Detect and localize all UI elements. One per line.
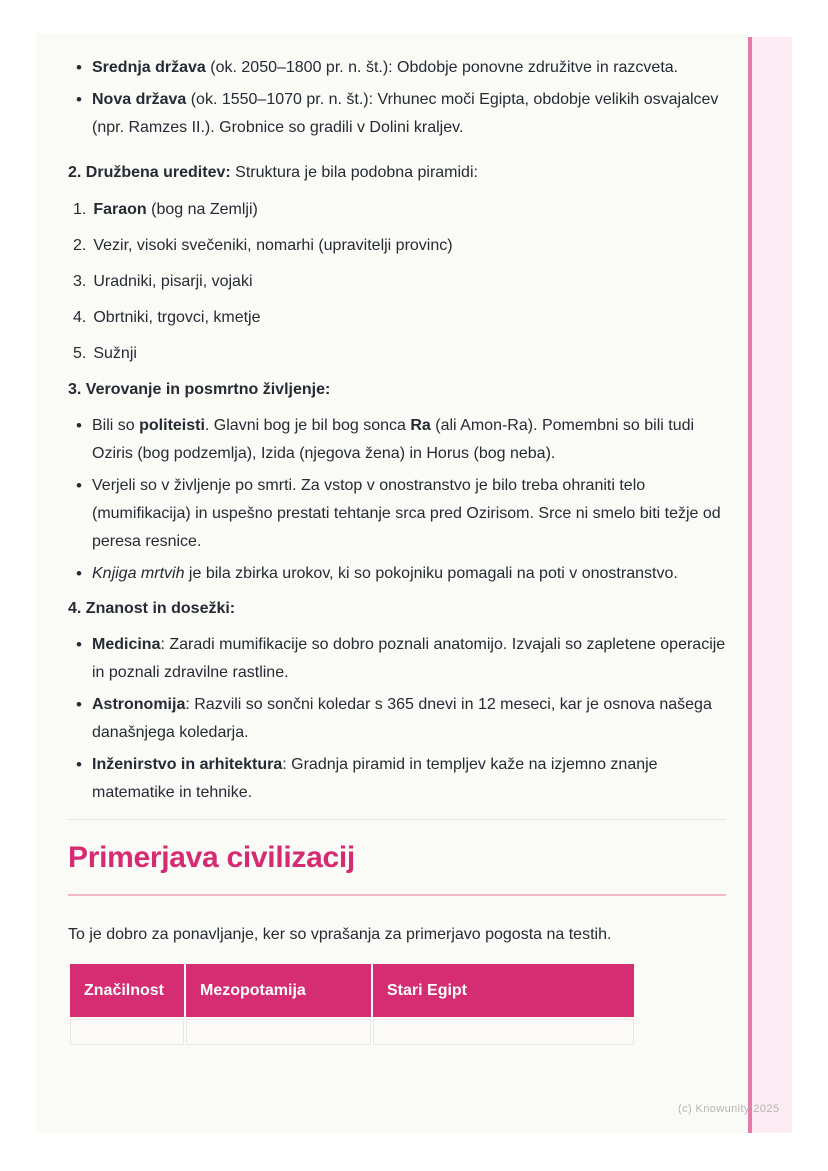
list-number: 5. <box>73 345 87 362</box>
list-item <box>68 340 726 368</box>
comparison-intro: To je dobro za ponavljanje, ker so vprašanja za primerjavo pogosta na testih. <box>68 926 612 943</box>
list-item-text: Obrtniki, trgovci, kmetje <box>93 309 261 326</box>
list-number: 4. <box>73 309 87 326</box>
comparison-table <box>68 962 636 1047</box>
list-item-text: Faraon (bog na Zemlji) <box>93 201 258 218</box>
list-item: • Astronomija: Razvili so sončni koledar s 365 dnevi in 12 meseci, kar je osnova našega današnjega koledarja. <box>68 691 726 747</box>
list-item: • Medicina: Zaradi mumifikacije so dobro poznali anatomijo. Izvajali so zapletene operacije in poznali zdravilne rastline. <box>68 631 726 687</box>
list-item: • Inženirstvo in arhitektura: Gradnja piramid in templjev kaže na izjemno znanje matematike in tehnike. <box>68 751 726 807</box>
table-header-cell-mesopotamia: Mezopotamija <box>186 964 371 1017</box>
list-item <box>68 268 726 296</box>
watermark: (c) Knowunity 2025 <box>678 1103 780 1115</box>
table-cell <box>186 1019 371 1045</box>
list-item: • Nova država (ok. 1550–1070 pr. n. št.): Vrhunec moči Egipta, obdobje velikih osvajalcev (npr. Ramzes II.). Grobnice so gradili v Dolini kraljev. <box>68 86 726 142</box>
list-item-text: Vezir, visoki svečeniki, nomarhi (upravitelji provinc) <box>93 237 453 254</box>
section-divider <box>68 819 726 820</box>
table-cell <box>70 1019 184 1045</box>
document-panel <box>36 33 748 1133</box>
section-heading-social: 2. Družbena ureditev: Struktura je bila podobna piramidi: <box>68 164 478 181</box>
table-row <box>70 1019 634 1045</box>
right-edge-highlight-ribbon <box>748 37 792 1133</box>
document-content <box>68 54 726 1047</box>
table-header-row <box>70 964 634 1017</box>
list-number: 1. <box>73 201 87 218</box>
table-header-cell-feature: Značilnost <box>70 964 184 1017</box>
table-header-cell-egypt: Stari Egipt <box>373 964 634 1017</box>
list-number: 3. <box>73 273 87 290</box>
comparison-heading: Primerjava civilizacij <box>68 840 726 896</box>
section-heading-science: 4. Znanost in dosežki: <box>68 600 236 617</box>
list-item: • Verjeli so v življenje po smrti. Za vstop v onostranstvo je bilo treba ohraniti telo (mumifikacija) in uspešno prestati tehtanje srca pred Ozirisom. Srce ni smelo biti težje od peresa resnice. <box>68 472 726 556</box>
list-item-text: Uradniki, pisarji, vojaki <box>93 273 253 290</box>
list-item <box>68 196 726 224</box>
list-item <box>68 232 726 260</box>
science-bullet-list <box>68 631 726 807</box>
list-item: • Bili so politeisti. Glavni bog je bil bog sonca Ra (ali Amon-Ra). Pomembni so bili tudi Oziris (bog podzemlja), Izida (njegova žena) in Horus (bog neba). <box>68 412 726 468</box>
table-cell <box>373 1019 634 1045</box>
section-heading-religion: 3. Verovanje in posmrtno življenje: <box>68 381 331 398</box>
list-item-text: Sužnji <box>93 345 137 362</box>
list-number: 2. <box>73 237 87 254</box>
religion-bullet-list <box>68 412 726 588</box>
list-item: • Knjiga mrtvih je bila zbirka urokov, ki so pokojniku pomagali na poti v onostranstvo. <box>68 560 726 588</box>
list-item: • Srednja država (ok. 2050–1800 pr. n. št.): Obdobje ponovne združitve in razcveta. <box>68 54 726 82</box>
list-item <box>68 304 726 332</box>
kingdoms-bullet-list <box>68 54 726 142</box>
social-hierarchy-list <box>68 196 726 368</box>
